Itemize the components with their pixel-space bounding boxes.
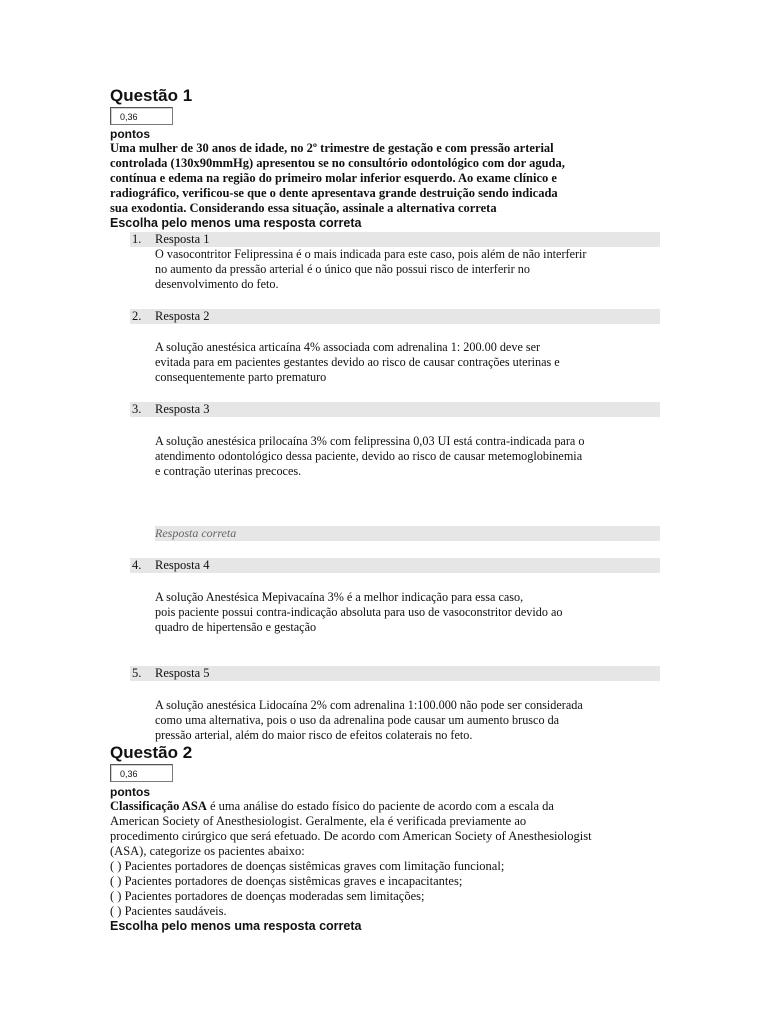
stem-line-rest: é uma análise do estado físico do paciente de acordo com a escala da	[206, 799, 554, 813]
stem-line: radiográfico, verificou-se que o dente apresentava grande destruição sendo indicada	[110, 186, 558, 200]
stem-line: (ASA), categorize os pacientes abaixo:	[110, 844, 305, 858]
answer-4-header[interactable]	[130, 558, 660, 573]
stem-item: ( ) Pacientes portadores de doenças moderadas sem limitações;	[110, 889, 425, 903]
answer-line: atendimento odontológico dessa paciente, devido ao risco de causar metemoglobinemia	[155, 449, 583, 463]
answer-5-number: 5.	[132, 666, 142, 680]
answer-2-text	[155, 340, 659, 385]
answer-4-number: 4.	[132, 558, 142, 572]
answer-5-header[interactable]	[130, 666, 660, 681]
answer-1-header[interactable]	[130, 232, 660, 247]
answer-4-label: Resposta 4	[155, 558, 210, 572]
stem-item: ( ) Pacientes portadores de doenças sistêmicas graves com limitação funcional;	[110, 859, 505, 873]
answer-line: pressão arterial, além do maior risco de efeitos colaterais no feto.	[155, 728, 473, 742]
question-1-title: Questão 1	[110, 86, 193, 105]
answer-line: A solução anestésica prilocaína 3% com felipressina 0,03 UI está contra-indicada para o	[155, 434, 585, 448]
answer-line: como uma alternativa, pois o uso da adrenalina pode causar um aumento brusco da	[155, 713, 560, 727]
question-1-score-field[interactable]: 0,36	[110, 107, 173, 125]
answer-line: e contração uterinas precoces.	[155, 464, 302, 478]
answer-line: A solução Anestésica Mepivacaína 3% é a melhor indicação para essa caso,	[155, 590, 524, 604]
answer-line: no aumento da pressão arterial é o único que não possui risco de interferir no	[155, 262, 530, 276]
answer-line: pois paciente possui contra-indicação absoluta para uso de vasoconstritor devido ao	[155, 605, 563, 619]
answer-3-label: Resposta 3	[155, 402, 210, 416]
answer-3-feedback: Resposta correta	[155, 526, 660, 541]
answer-line: O vasocontritor Felipressina é o mais indicada para este caso, pois além de não interferir	[155, 247, 587, 261]
question-2-points-label: pontos	[110, 785, 150, 799]
stem-line: procedimento cirúrgico que será efetuado. De acordo com American Society of Anesthesiologist	[110, 829, 592, 843]
stem-line: Uma mulher de 30 anos de idade, no 2º trimestre de gestação e com pressão arterial	[110, 141, 554, 155]
asa-term: Classificação ASA	[110, 799, 207, 813]
answer-5-label: Resposta 5	[155, 666, 210, 680]
answer-2-label: Resposta 2	[155, 309, 210, 323]
question-2-instruction: Escolha pelo menos uma resposta correta	[110, 919, 362, 933]
question-1-points-label: pontos	[110, 127, 150, 141]
stem-line: contínua e edema na região do primeiro molar inferior esquerdo. Ao exame clínico e	[110, 171, 557, 185]
answer-3-number: 3.	[132, 402, 142, 416]
stem-item: ( ) Pacientes portadores de doenças sistêmicas graves e incapacitantes;	[110, 874, 463, 888]
answer-2-header[interactable]	[130, 309, 660, 324]
question-2-score-field[interactable]: 0,36	[110, 764, 173, 782]
answer-line: consequentemente parto prematuro	[155, 370, 327, 384]
answer-3-text	[155, 434, 659, 479]
answer-1-number: 1.	[132, 232, 142, 246]
stem-item: ( ) Pacientes saudáveis.	[110, 904, 227, 918]
stem-line: American Society of Anesthesiologist. Geralmente, ela é verificada previamente ao	[110, 814, 527, 828]
answer-line: quadro de hipertensão e gestação	[155, 620, 317, 634]
question-2-stem	[110, 799, 660, 919]
answer-line: A solução anestésica Lidocaína 2% com adrenalina 1:100.000 não pode ser considerada	[155, 698, 583, 712]
question-1-instruction: Escolha pelo menos uma resposta correta	[110, 216, 362, 230]
answer-5-text	[155, 698, 659, 743]
stem-line: controlada (130x90mmHg) apresentou se no consultório odontológico com dor aguda,	[110, 156, 565, 170]
answer-2-number: 2.	[132, 309, 142, 323]
stem-line: sua exodontia. Considerando essa situação, assinale a alternativa correta	[110, 201, 497, 215]
question-1-stem	[110, 141, 660, 216]
question-2-title: Questão 2	[110, 743, 193, 762]
answer-4-text	[155, 590, 659, 635]
answer-1-label: Resposta 1	[155, 232, 210, 246]
answer-line: desenvolvimento do feto.	[155, 277, 279, 291]
answer-line: A solução anestésica articaína 4% associada com adrenalina 1: 200.00 deve ser	[155, 340, 541, 354]
answer-line: evitada para em pacientes gestantes devido ao risco de causar contrações uterinas e	[155, 355, 560, 369]
stem-line	[110, 799, 660, 814]
answer-3-header[interactable]	[130, 402, 660, 417]
answer-1-text	[155, 247, 659, 292]
